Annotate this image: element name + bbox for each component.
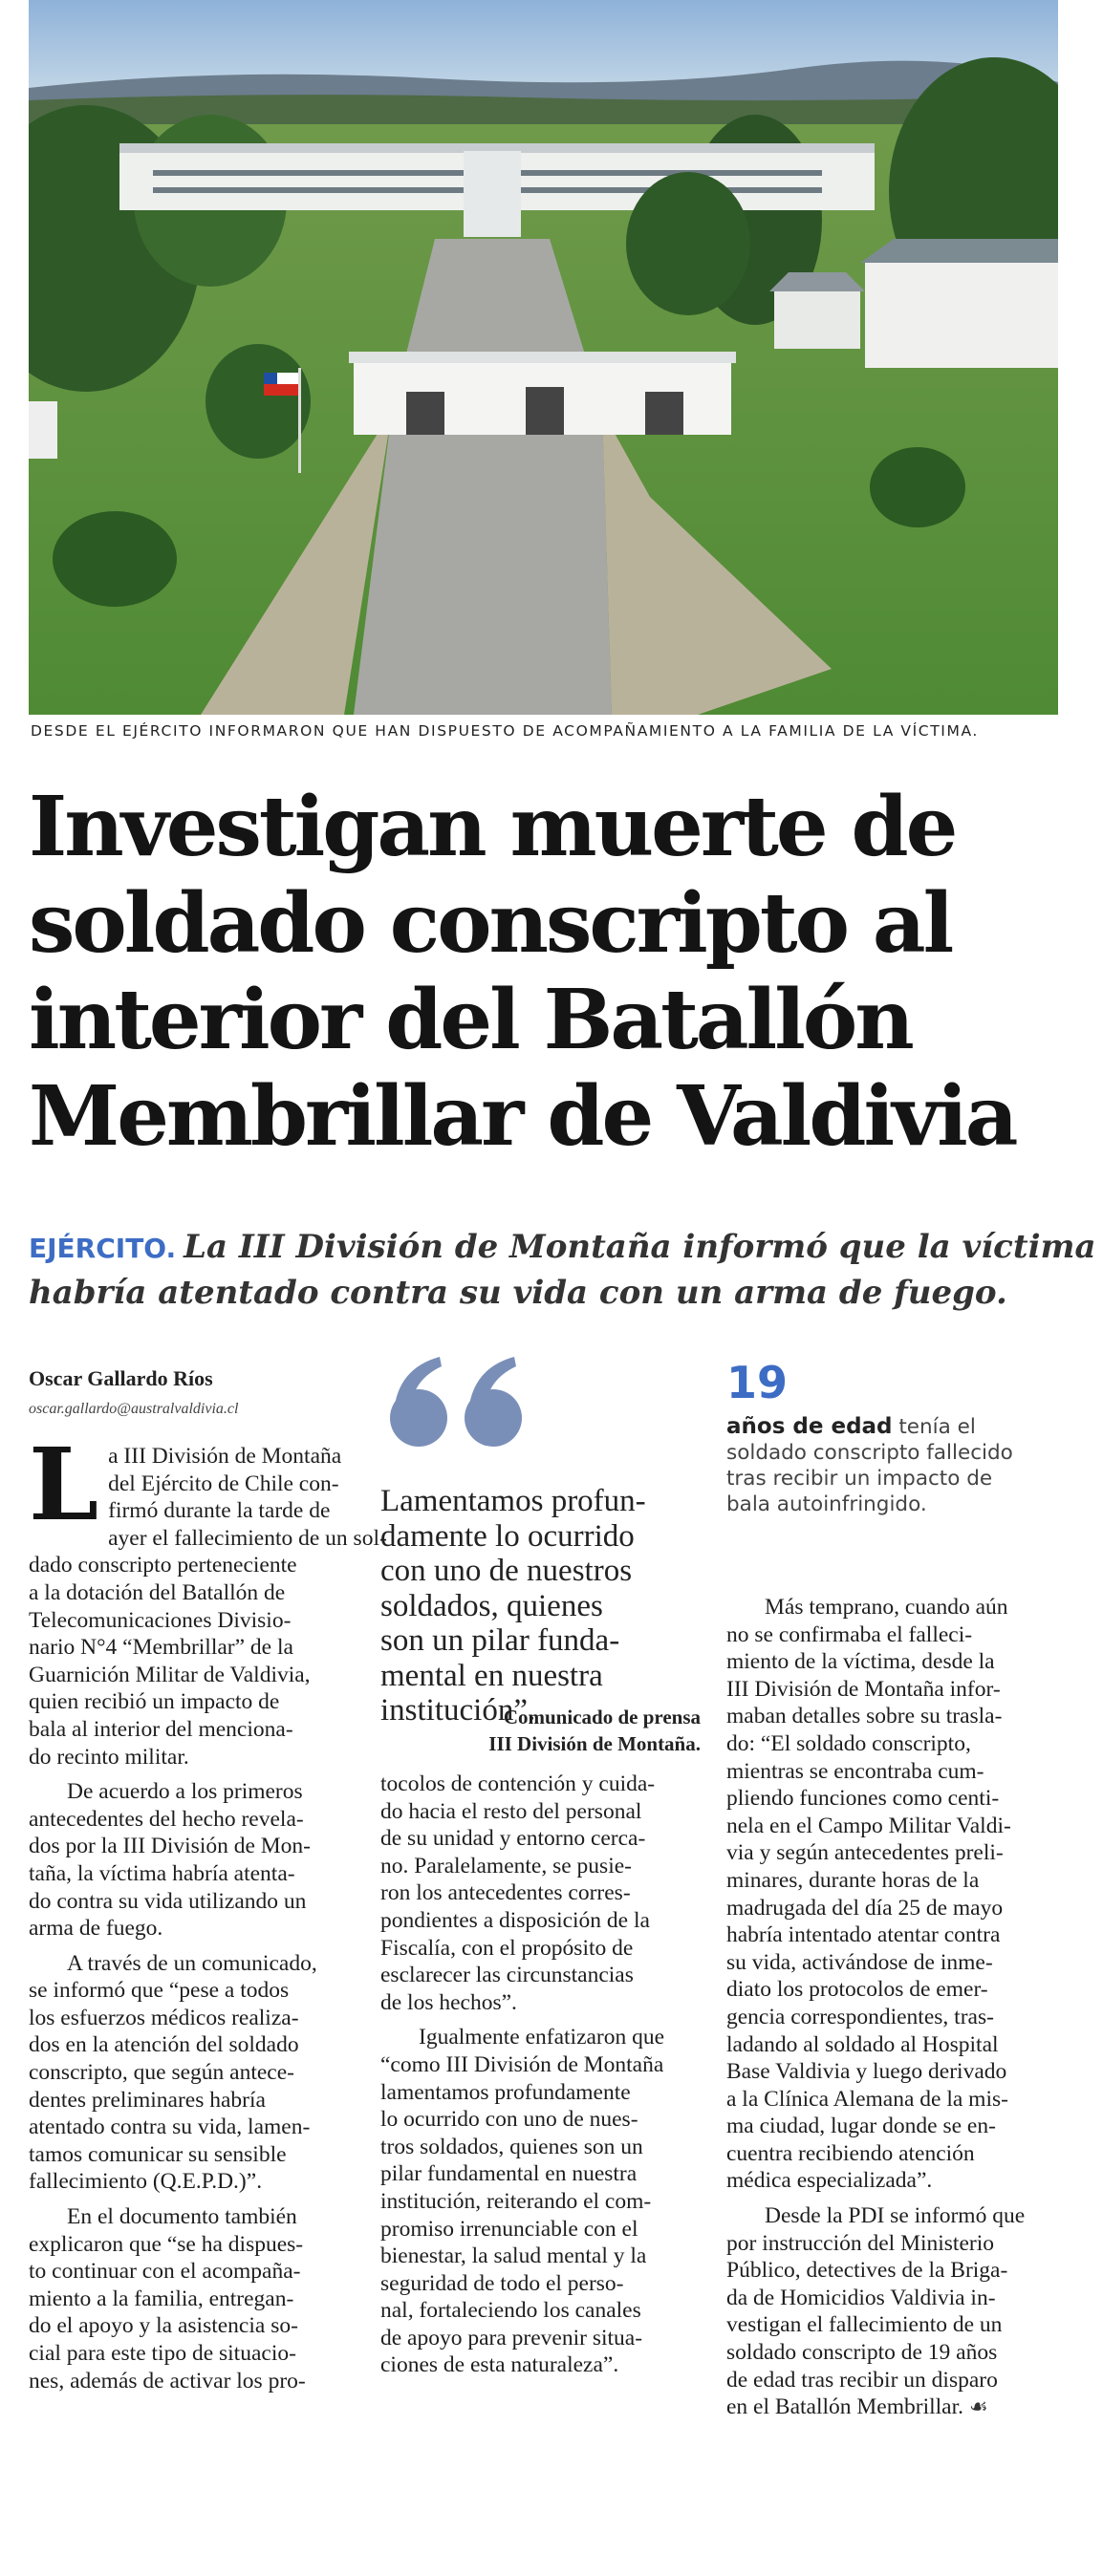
text-line: bienestar, la salud mental y la	[380, 2243, 647, 2269]
quote-source-line: III División de Montaña.	[488, 1732, 701, 1755]
text-line: a la Clínica Alemana de la mis-	[726, 2086, 1008, 2112]
text-line: Igualmente enfatizaron que	[419, 2025, 665, 2050]
text-line: arma de fuego.	[29, 1916, 163, 1942]
text-line: dos por la III División de Mon-	[29, 1834, 312, 1859]
text-line: III División de Montaña infor-	[726, 1676, 1001, 1702]
text-line: esclarecer las circunstancias	[380, 1963, 634, 1988]
article-photo	[29, 0, 1058, 715]
text-line: nal, fortaleciendo los canales	[380, 2298, 641, 2324]
text-line: Telecomunicaciones Divisio-	[29, 1607, 292, 1633]
text-line: su vida, activándose de inme-	[726, 1949, 993, 1975]
text-line: tros soldados, quienes son un	[380, 2134, 643, 2159]
quote-line: soldados, quienes	[380, 1588, 603, 1623]
paragraph	[29, 1426, 387, 1771]
quote-line: damente lo ocurrido	[380, 1518, 635, 1554]
text-line: pilar fundamental en nuestra	[380, 2161, 638, 2187]
text-line: diato los protocolos de emer-	[726, 1977, 988, 2003]
text-line: institución, reiterando el com-	[380, 2188, 652, 2214]
pull-quote	[380, 1484, 705, 1728]
text-line: nario N°4 “Membrillar” de la	[29, 1635, 293, 1661]
text-line: do el apoyo y la asistencia so-	[29, 2313, 298, 2339]
headline	[29, 779, 1071, 1165]
text-line: Guarnición Militar de Valdivia,	[29, 1662, 311, 1687]
paragraph	[380, 2024, 705, 2379]
text-line: soldado conscripto de 19 años	[726, 2340, 998, 2366]
text-line: vestigan el fallecimiento de un	[726, 2312, 1003, 2338]
text-line: “como III División de Montaña	[380, 2051, 664, 2077]
text-line: taña, la víctima habría atenta-	[29, 1860, 295, 1886]
text-line: do: “El soldado conscripto,	[726, 1730, 971, 1756]
text-line: ayer el fallecimiento de un sol-	[108, 1525, 387, 1551]
drop-cap: L	[29, 1426, 99, 1543]
text-line: dado conscripto perteneciente	[29, 1553, 297, 1578]
text-line: habría intentado atentar contra	[726, 1922, 1001, 1948]
text-line-end: en el Batallón Membrillar.	[726, 2394, 963, 2420]
text-line: dentes preliminares habría	[29, 2087, 266, 2113]
deck-text: La III División de Montaña informó que la víctima	[184, 1228, 1096, 1266]
headline-line: interior del Batallón	[29, 972, 912, 1068]
headline-line: soldado conscripto al	[29, 875, 952, 972]
text-line: do recinto militar.	[29, 1744, 189, 1770]
text-line: promiso irrenunciable con el	[380, 2216, 638, 2242]
text-line: antecedentes del hecho revela-	[29, 1806, 304, 1832]
text-line: los esfuerzos médicos realiza-	[29, 2005, 299, 2030]
text-line: tocolos de contención y cuida-	[380, 1771, 656, 1796]
text-line: fallecimiento (Q.E.P.D.)”.	[29, 2169, 263, 2195]
text-line: do contra su vida utilizando un	[29, 1888, 307, 1914]
text-line	[726, 2394, 1061, 2422]
text-line: to continuar con el acompaña-	[29, 2259, 301, 2285]
text-line: dos en la atención del soldado	[29, 2032, 299, 2058]
text-line: A través de un comunicado,	[67, 1950, 317, 1976]
stat-line: soldado conscripto fallecido	[726, 1441, 1013, 1465]
text-line: Más temprano, cuando aún	[765, 1595, 1008, 1620]
author-name: Oscar Gallardo Ríos	[29, 1366, 213, 1390]
text-line: a III División de Montaña	[108, 1444, 342, 1469]
quote-line: institución”.	[380, 1693, 536, 1728]
text-line: Base Valdivia y luego derivado	[726, 2059, 1007, 2085]
column-2	[380, 1771, 705, 2379]
text-line: lo ocurrido con uno de nues-	[380, 2107, 638, 2133]
quote-line: Lamentamos profun-	[380, 1484, 646, 1518]
paragraph	[29, 2203, 363, 2394]
text-line: seguridad de todo el perso-	[380, 2270, 624, 2296]
text-line: de edad tras recibir un disparo	[726, 2367, 998, 2393]
text-line: del Ejército de Chile con-	[108, 1470, 339, 1496]
text-line: explicaron que “se ha dispues-	[29, 2231, 304, 2257]
stat-line: bala autoinfringido.	[726, 1492, 927, 1516]
text-line: médica especializada”.	[726, 2168, 933, 2194]
text-line: no. Paralelamente, se pusie-	[380, 1853, 632, 1878]
quote-line: mental en nuestra	[380, 1658, 603, 1693]
quote-line: son un pilar funda-	[380, 1623, 620, 1658]
text-line: via y según antecedentes preli-	[726, 1840, 1004, 1866]
text-line: atentado contra su vida, lamen-	[29, 2114, 311, 2140]
text-line: cuentra recibiendo atención	[726, 2140, 975, 2166]
deck	[29, 1225, 1096, 1315]
author-email: oscar.gallardo@australvaldivia.cl	[29, 1401, 239, 1417]
text-line: do hacia el resto del personal	[380, 1798, 642, 1824]
text-line: pliendo funciones como centi-	[726, 1786, 1000, 1812]
text-line: se informó que “pese a todos	[29, 1978, 290, 2004]
text-line: pondientes a disposición de la	[380, 1907, 650, 1933]
text-line: da de Homicidios Valdivia in-	[726, 2285, 996, 2310]
section-tag: EJÉRCITO.	[29, 1233, 177, 1264]
column-3	[726, 1594, 1061, 2422]
text-line: Público, detectives de la Briga-	[726, 2258, 1008, 2284]
text-line: gencia correspondientes, tras-	[726, 2004, 994, 2029]
text-line: de su unidad y entorno cerca-	[380, 1826, 646, 1852]
text-line: de los hechos”.	[380, 1989, 517, 2015]
paragraph	[726, 1594, 1061, 2195]
column-1	[29, 1426, 387, 2394]
text-line: nela en el Campo Militar Valdi-	[726, 1813, 1011, 1838]
paragraph	[29, 1950, 363, 2196]
quote-source-line: Comunicado de prensa	[503, 1706, 701, 1728]
photo-caption: DESDE EL EJÉRCITO INFORMARON QUE HAN DISPUESTO DE ACOMPAÑAMIENTO A LA FAMILIA DE LA VÍCTIMA.	[31, 722, 979, 740]
text-line: mientras se encontraba cum-	[726, 1758, 984, 1784]
text-line: maban detalles sobre su trasla-	[726, 1704, 1003, 1729]
paragraph	[726, 2202, 1061, 2422]
text-line: minares, durante horas de la	[726, 1867, 980, 1893]
text-line: Fiscalía, con el propósito de	[380, 1935, 634, 1961]
text-line: ladando al soldado al Hospital	[726, 2031, 999, 2057]
paragraph	[29, 1778, 363, 1943]
text-line: de apoyo para prevenir situa-	[380, 2325, 643, 2351]
text-line: miento de la víctima, desde la	[726, 1649, 995, 1675]
deck-line	[29, 1225, 1096, 1271]
text-line: por instrucción del Ministerio	[726, 2230, 994, 2256]
quote-line: con uno de nuestros	[380, 1554, 633, 1588]
text-line: De acuerdo a los primeros	[67, 1779, 303, 1805]
text-line: conscripto, que según antece-	[29, 2060, 294, 2086]
quote-source	[380, 1704, 701, 1757]
deck-line: habría atentado contra su vida con un arma de fuego.	[29, 1274, 1007, 1312]
text-line: a la dotación del Batallón de	[29, 1579, 286, 1605]
text-line: quien recibió un impacto de	[29, 1689, 280, 1715]
text-line: ciones de esta naturaleza”.	[380, 2352, 619, 2378]
text-line: Desde la PDI se informó que	[765, 2203, 1026, 2229]
stat-number: 19	[726, 1357, 789, 1408]
text-line: bala al interior del menciona-	[29, 1716, 293, 1742]
text-line: En el documento también	[67, 2204, 297, 2230]
stat-line: tenía el	[898, 1415, 976, 1439]
text-line: firmó durante la tarde de	[108, 1498, 331, 1524]
text-line: lamentamos profundamente	[380, 2079, 631, 2105]
text-line: nes, además de activar los pro-	[29, 2368, 306, 2394]
text-line: no se confirmaba el falleci-	[726, 1621, 973, 1647]
text-line: tamos comunicar su sensible	[29, 2141, 287, 2167]
text-line: ma ciudad, lugar donde se en-	[726, 2114, 996, 2139]
text-line: cial para este tipo de situacio-	[29, 2341, 296, 2366]
end-of-article-icon: ☙	[968, 2395, 988, 2420]
headline-line: Membrillar de Valdivia	[29, 1068, 1016, 1165]
text-line: miento a la familia, entregan-	[29, 2286, 294, 2311]
text-line: madrugada del día 25 de mayo	[726, 1895, 1004, 1921]
paragraph	[380, 1771, 705, 2016]
text-line: ron los antecedentes corres-	[380, 1880, 631, 1906]
military-base-aerial-image	[29, 0, 1058, 715]
stat-description	[726, 1414, 1061, 1517]
quote-mark-icon	[380, 1349, 543, 1454]
stat-line: tras recibir un impacto de	[726, 1467, 993, 1491]
headline-line: Investigan muerte de	[29, 779, 956, 875]
stat-lead: años de edad	[726, 1414, 893, 1439]
